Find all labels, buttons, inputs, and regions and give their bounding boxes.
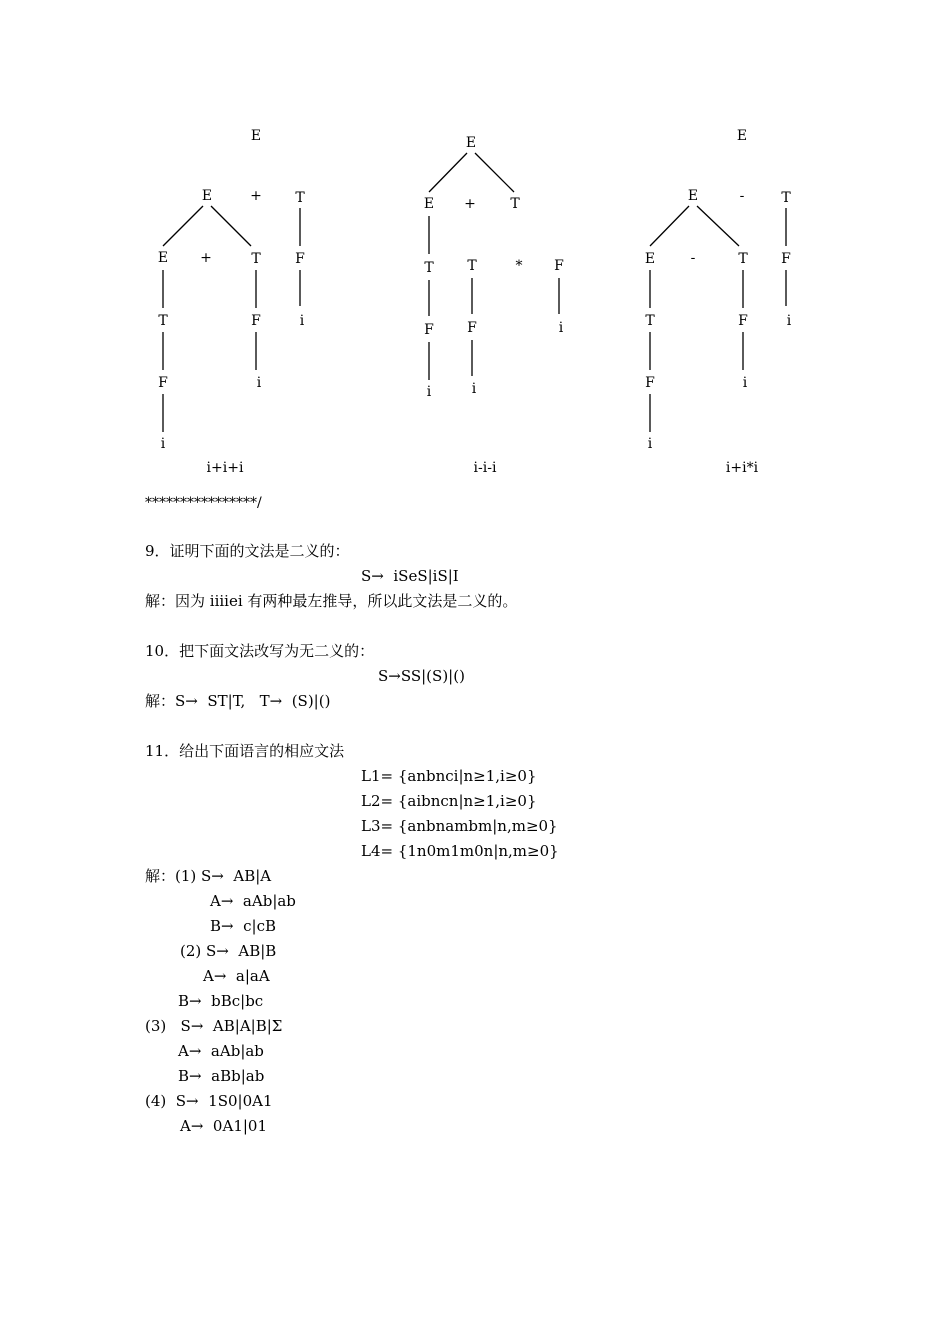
tree3-node: T bbox=[738, 251, 748, 267]
q9-answer: 解：因为 iiiiei 有两种最左推导，所以此文法是二义的。 bbox=[145, 592, 518, 610]
q11-answer-line: B→ aBb|ab bbox=[178, 1067, 265, 1085]
tree1-node: + bbox=[200, 250, 212, 266]
tree3-caption: i+i*i bbox=[725, 460, 759, 476]
tree3-node: i bbox=[742, 375, 748, 391]
parse-tree-2 bbox=[424, 135, 564, 476]
tree2-node: F bbox=[424, 322, 434, 338]
tree2-node: i bbox=[558, 320, 564, 336]
tree3-node: F bbox=[645, 375, 655, 391]
parse-tree-3 bbox=[645, 128, 792, 476]
tree3-node: E bbox=[736, 128, 748, 144]
tree2-node: i bbox=[471, 381, 477, 397]
tree1-node: E bbox=[157, 250, 169, 266]
tree1-caption: i+i+i bbox=[206, 460, 244, 476]
tree1-node: F bbox=[158, 375, 168, 391]
tree1-node: E bbox=[201, 188, 213, 204]
tree1-node: F bbox=[295, 251, 305, 267]
q11-language-l3: L3= {anbnambm|n,m≥0} bbox=[361, 817, 558, 835]
q11-language-l4: L4= {1n0m1m0n|n,m≥0} bbox=[361, 842, 559, 860]
tree3-node: E bbox=[687, 188, 699, 204]
tree3-node: - bbox=[739, 188, 745, 204]
q11-answer-line: B→ bBc|bc bbox=[178, 992, 264, 1010]
parse-tree-1 bbox=[158, 128, 305, 476]
q10-grammar: S→SS|(S)|() bbox=[378, 667, 465, 685]
derivation-trees bbox=[0, 0, 950, 490]
tree3-node: T bbox=[781, 190, 791, 206]
tree1-node: + bbox=[250, 188, 262, 204]
tree1-node: i bbox=[299, 313, 305, 329]
tree2-node: T bbox=[510, 196, 520, 212]
tree3-node: i bbox=[786, 313, 792, 329]
tree1-node: F bbox=[251, 313, 261, 329]
q11-language-l1: L1= {anbnci|n≥1,i≥0} bbox=[361, 767, 537, 785]
q11-answer-line: A→ aAb|ab bbox=[178, 1042, 264, 1060]
q11-answer-line: (2) S→ AB|B bbox=[180, 942, 277, 960]
tree1-node: E bbox=[250, 128, 262, 144]
q11-answer-line: A→ aAb|ab bbox=[210, 892, 296, 910]
tree3-node: F bbox=[738, 313, 748, 329]
tree2-caption: i-i-i bbox=[473, 460, 497, 476]
q9-title: 9．证明下面的文法是二义的： bbox=[145, 542, 350, 560]
tree3-node: T bbox=[645, 313, 655, 329]
tree2-node: E bbox=[465, 135, 477, 151]
q11-answer-line: (4) S→ 1S0|0A1 bbox=[145, 1092, 273, 1110]
tree1-node: i bbox=[160, 436, 166, 452]
q11-title: 11．给出下面语言的相应文法 bbox=[145, 742, 345, 760]
q9-grammar: S→ iSeS|iS|I bbox=[361, 567, 459, 585]
q11-answer-line: A→ 0A1|01 bbox=[180, 1117, 267, 1135]
tree2-node: T bbox=[467, 258, 477, 274]
tree2-node: + bbox=[464, 196, 476, 212]
tree2-node: E bbox=[423, 196, 435, 212]
q11-answer-line: 解：(1) S→ AB|A bbox=[145, 867, 272, 885]
q10-title: 10．把下面文法改写为无二义的： bbox=[145, 642, 375, 660]
q11-answer-line: B→ c|cB bbox=[210, 917, 277, 935]
tree1-node: T bbox=[158, 313, 168, 329]
q11-answer-line: (3) S→ AB|A|B|Σ bbox=[145, 1017, 283, 1035]
tree1-node: T bbox=[295, 190, 305, 206]
tree3-node: i bbox=[647, 436, 653, 452]
q10-answer: 解：S→ ST|T, T→ (S)|() bbox=[145, 692, 331, 710]
tree3-node: E bbox=[644, 251, 656, 267]
tree3-node: - bbox=[690, 250, 696, 266]
tree1-node: T bbox=[251, 251, 261, 267]
tree2-node: F bbox=[554, 258, 564, 274]
tree3-node: F bbox=[781, 251, 791, 267]
tree2-node: * bbox=[515, 258, 523, 274]
stars-separator: ****************/ bbox=[145, 495, 262, 511]
q11-answer-line: A→ a|aA bbox=[203, 967, 270, 985]
tree2-node: T bbox=[424, 260, 434, 276]
tree2-node: i bbox=[426, 384, 432, 400]
q11-language-l2: L2= {aibncn|n≥1,i≥0} bbox=[361, 792, 537, 810]
tree1-node: i bbox=[256, 375, 262, 391]
tree2-node: F bbox=[467, 320, 477, 336]
